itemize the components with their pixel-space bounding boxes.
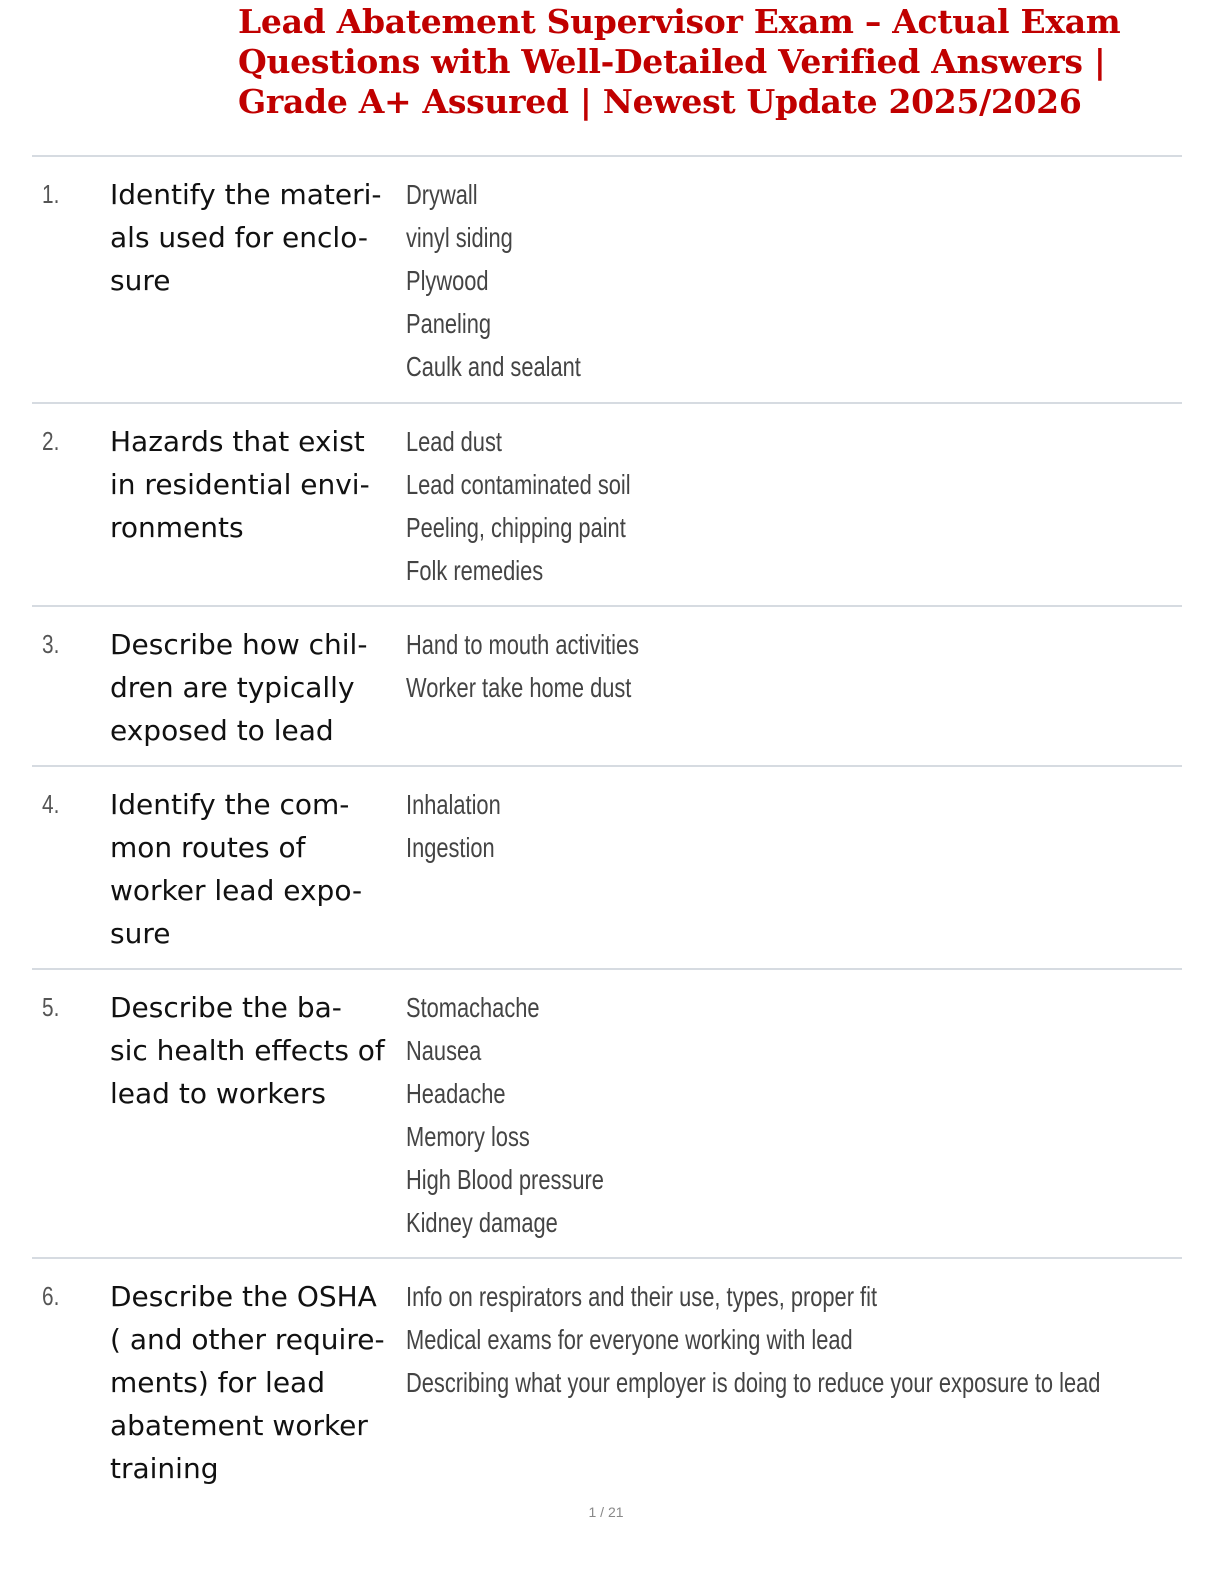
answer-line: Kidney damage <box>406 1207 558 1238</box>
answer-line: vinyl siding <box>406 222 513 253</box>
question-line: sure <box>110 264 171 297</box>
question-text <box>110 623 400 752</box>
answer-line: Inhalation <box>406 789 501 820</box>
answer-text <box>406 986 604 1244</box>
answer-line: Memory loss <box>406 1121 530 1152</box>
answer-line: Paneling <box>406 308 492 339</box>
question-line: sic health effects of <box>110 1034 385 1067</box>
qa-item <box>32 968 1182 1257</box>
question-line: training <box>110 1452 219 1485</box>
answer-line: High Blood pressure <box>406 1164 604 1195</box>
answer-line: Info on respirators and their use, types, proper fit <box>406 1281 878 1312</box>
question-text <box>110 783 400 955</box>
qa-item <box>32 1257 1182 1497</box>
question-text <box>110 173 400 302</box>
answer-line: Ingestion <box>406 832 495 863</box>
question-line: dren are typically <box>110 671 355 704</box>
answer-text <box>406 173 581 388</box>
question-answer-list <box>32 155 1182 1497</box>
question-line: ronments <box>110 511 244 544</box>
qa-item <box>32 765 1182 968</box>
title-line: Grade A+ Assured | Newest Update 2025/2026 <box>238 82 1082 121</box>
answer-line: Hand to mouth activities <box>406 629 640 660</box>
qa-item <box>32 402 1182 605</box>
page-number: 1 / 21 <box>588 1504 624 1520</box>
question-line: worker lead expo- <box>110 874 363 907</box>
question-text <box>110 1275 400 1490</box>
answer-text <box>406 623 639 709</box>
answer-line: Medical exams for everyone working with lead <box>406 1324 853 1355</box>
title-line: Questions with Well-Detailed Verified Answers | <box>238 42 1106 81</box>
question-line: Identify the materi- <box>110 178 382 211</box>
answer-line: Lead dust <box>406 426 502 457</box>
question-line: abatement worker <box>110 1409 368 1442</box>
answer-line: Caulk and sealant <box>406 351 581 382</box>
question-number: 1. <box>42 179 60 209</box>
answer-line: Folk remedies <box>406 555 544 586</box>
answer-text <box>406 420 631 592</box>
question-number: 2. <box>42 426 60 456</box>
answer-text <box>406 1275 1100 1404</box>
question-line: ments) for lead <box>110 1366 325 1399</box>
question-line: lead to workers <box>110 1077 326 1110</box>
question-line: ( and other require- <box>110 1323 385 1356</box>
question-line: Describe the ba- <box>110 991 342 1024</box>
question-line: Identify the com- <box>110 788 350 821</box>
answer-line: Stomachache <box>406 992 540 1023</box>
title-line: Lead Abatement Supervisor Exam – Actual Exam <box>238 2 1121 41</box>
answer-text <box>406 783 501 869</box>
question-line: Hazards that exist <box>110 425 365 458</box>
answer-line: Peeling, chipping paint <box>406 512 626 543</box>
question-line: exposed to lead <box>110 714 334 747</box>
answer-line: Plywood <box>406 265 489 296</box>
answer-line: Headache <box>406 1078 506 1109</box>
question-line: mon routes of <box>110 831 306 864</box>
answer-line: Worker take home dust <box>406 672 632 703</box>
answer-line: Describing what your employer is doing to reduce your exposure to lead <box>406 1367 1101 1398</box>
question-number: 3. <box>42 629 60 659</box>
answer-line: Nausea <box>406 1035 482 1066</box>
question-number: 5. <box>42 992 60 1022</box>
question-line: Describe how chil- <box>110 628 368 661</box>
document-title <box>238 2 1198 122</box>
question-text <box>110 986 400 1115</box>
answer-line: Lead contaminated soil <box>406 469 631 500</box>
answer-line: Drywall <box>406 179 478 210</box>
question-line: in residential envi- <box>110 468 370 501</box>
question-number: 6. <box>42 1281 60 1311</box>
question-line: als used for enclo- <box>110 221 368 254</box>
qa-item <box>32 605 1182 765</box>
qa-item <box>32 155 1182 402</box>
question-line: sure <box>110 917 171 950</box>
question-number: 4. <box>42 789 60 819</box>
question-text <box>110 420 400 549</box>
question-line: Describe the OSHA <box>110 1280 377 1313</box>
